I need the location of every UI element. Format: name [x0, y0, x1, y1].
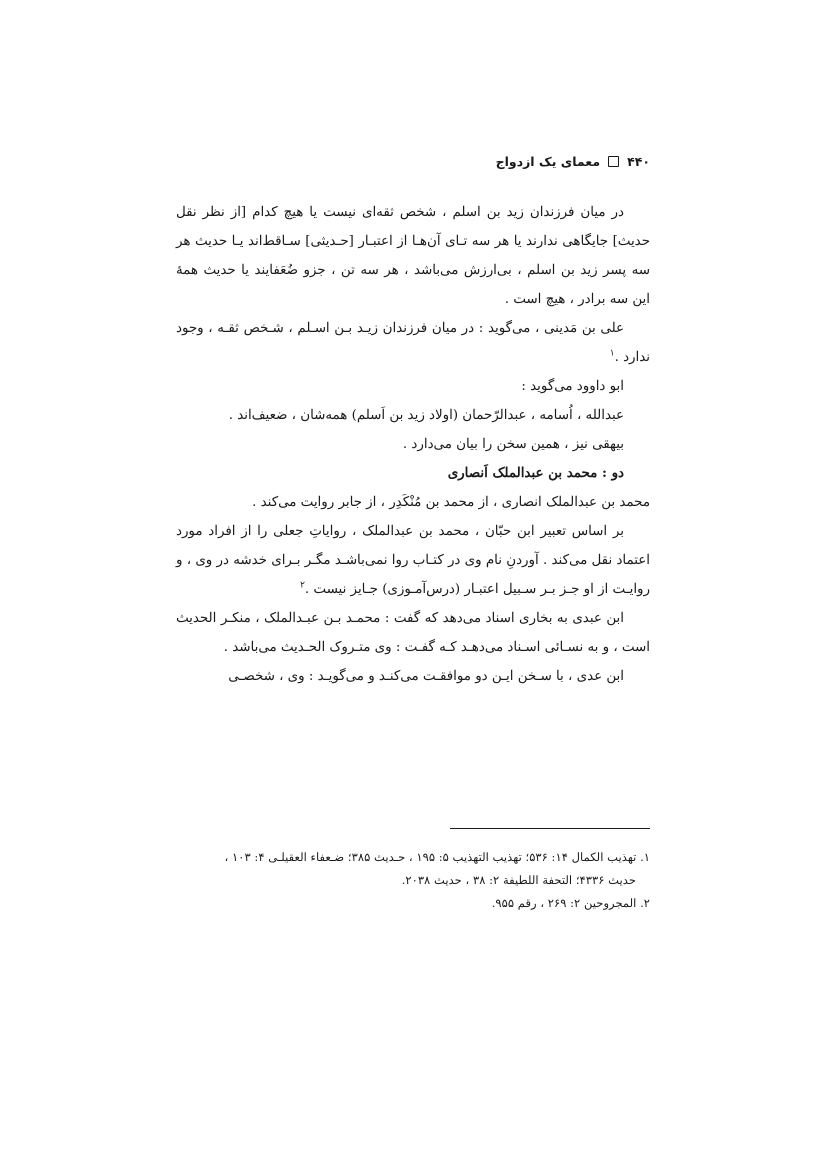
footnote-2: ۲. المجروحین ۲: ۲۶۹ ، رقم ۹۵۵. — [491, 896, 650, 910]
paragraph-7-text: بر اساس تعبیر ابن حبّان ، محمد بن عبدالملک ، روایاتِ جعلی را از افراد مورد اعتماد نقل می‌کند . آوردنِ نام وی در کتـاب روا نمی‌باشـد مگـر بـرای خدشه در وی ، و روایـت از او جـز بـر سـبیل اعتبـار (درس‌آمـوزی) جـایز نیست . — [176, 524, 650, 597]
footnote-divider — [450, 828, 650, 829]
main-text — [176, 198, 650, 691]
page-number: ۴۴۰ — [627, 153, 650, 169]
paragraph-7 — [176, 517, 650, 604]
footnote-1-line-2: حدیث ۴۳۳۶؛ التحفة اللطیفة ۲: ۳۸ ، حدیث ۲۰۳۸. — [401, 873, 636, 887]
paragraph-9: ابن عدی ، با سـخن ایـن دو موافقـت می‌کنـد و می‌گویـد : وی ، شخصـی — [228, 669, 624, 684]
section-heading: دو : محمد بن عبدالملک اَنصاری — [447, 465, 624, 481]
paragraph-1: در میان فرزندان زید بن اسلم ، شخص ثقه‌ای نیست یا هیچ کدام [از نظر نقل حدیث] جایگاهی ندارند یا هر سه تـای آن‌هـا از اعتبـار [حـدیثی] سـاقط‌اند یـا حدیث هر سه پسر زید بن اسلم ، بی‌ارزش می‌باشد ، هر سه تن ، جزو ضُعَفایند یا حدیث همهٔ این سه برادر ، هیچ است . — [176, 205, 650, 307]
footnotes — [170, 846, 650, 915]
paragraph-3: ابو داوود می‌گوید : — [521, 379, 624, 394]
running-header — [176, 150, 650, 172]
paragraph-2-text: علی بن مَدینی ، می‌گوید : در میان فرزندان زیـد بـن اسـلم ، شـخص ثقـه ، وجود ندارد . — [176, 321, 650, 365]
paragraph-2 — [176, 314, 650, 372]
paragraph-4: عبدالله ، اُسامه ، عبدالرّحمان (اولاد زید بن اَسلم) همه‌شان ، ضعیف‌اند . — [228, 408, 624, 423]
running-title: معمای یک ازدواج — [495, 153, 601, 169]
footnote-ref-1: ۱ — [609, 348, 615, 359]
paragraph-8: ابن عبدی به بخاری اسناد می‌دهد که گفت : محمـد بـن عبـدالملک ، منکـر الحدیث است ، و به نسـائی اسـناد می‌دهـد کـه گفـت : وی متـروک الحـدیث می‌باشد . — [176, 611, 650, 655]
footnote-ref-2: ۲ — [300, 580, 305, 591]
paragraph-5: بیهقی نیز ، همین سخن را بیان می‌دارد . — [402, 437, 624, 452]
footnote-1-line-1: ۱. تهذیب الکمال ۱۴: ۵۳۶؛ تهذیب التهذیب ۵: ۱۹۵ ، حـدیث ۳۸۵؛ ضـعفاء العقیلـی ۴: ۱۰۳ ، — [224, 850, 650, 864]
square-ornament-icon — [608, 156, 619, 167]
paragraph-6: محمد بن عبدالملک انصاری ، از محمد بن مُنْکَدِر ، از جابر روایت می‌کند . — [252, 495, 650, 510]
